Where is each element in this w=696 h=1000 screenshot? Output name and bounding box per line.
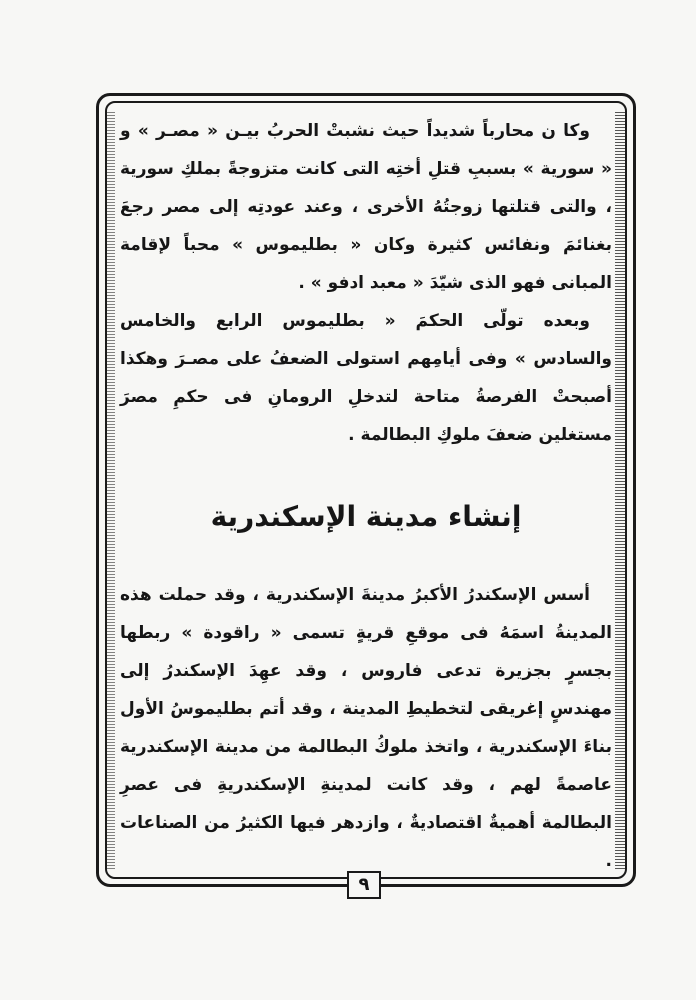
page-number: ٩ bbox=[347, 871, 381, 899]
border-stripe-right bbox=[615, 112, 625, 870]
section-title: إنشاء مدينة الإسكندرية bbox=[210, 500, 522, 533]
paragraph-3: أسس الإسكندرُ الأكبرُ مدينةَ الإسكندرية ، وقد حملت هذه المدينةُ اسمَهُ فى موقعِ قريةٍ تسمى « راقودة » ربطها بجسرٍ بجزيرة تدعى فاروس ، وقد عهِدَ الإسكندرُ إلى مهندسٍ إغريقى لتخطيطِ المدينة ، وقد أتم بطليموسُ الأول بناءَ الإسكندرية ، واتخذ ملوكُ البطالمة من مدينة الإسكندرية عاصمةً لهم ، وقد كانت لمدينةِ الإسكندريةِ فى عصرِ البطالمة أهميةٌ اقتصاديةٌ ، وازدهر فيها الكثيرُ من الصناعات . bbox=[120, 585, 612, 871]
border-stripe-left bbox=[107, 112, 115, 870]
paragraph-1: وكا ن محارباً شديداً حيث نشبتْ الحربُ بيـن « مصـر » و « سورية » بسببِ قتلِ أختِه التى كانت متزوجةً بملكِ سورية ، والتى قتلتها زوجتُهُ الأخرى ، وعند عودتِه إلى مصر رجعَ بغنائمَ ونفائس كثيرة وكان « بطليموس » محباً لإقامة المبانى فهو الذى شيّدَ « معبد ادفو » . bbox=[120, 121, 612, 293]
page-content bbox=[120, 112, 612, 871]
paragraph-2: وبعده تولّى الحكمَ « بطليموس الرابع والخامس والسادس » وفى أيامِهم استولى الضعفُ على مصـرَ وهكذا أصبحتْ الفرصةُ متاحة لتدخلِ الرومانِ فى حكمِ مصرَ مستغلين ضعفَ ملوكِ البطالمة . bbox=[120, 311, 612, 445]
